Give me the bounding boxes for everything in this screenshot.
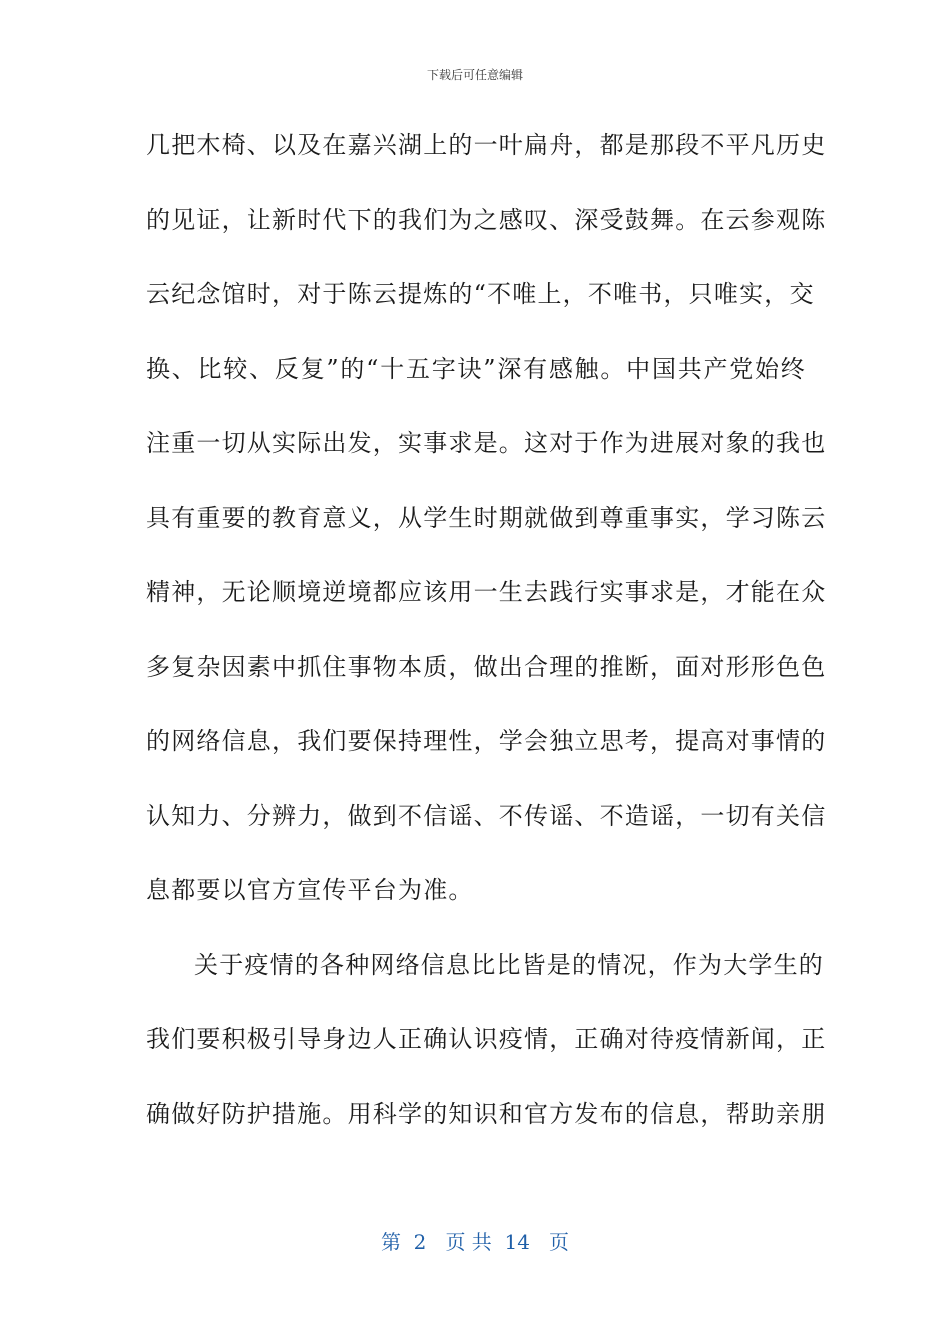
paragraph-line: 几把木椅、以及在嘉兴湖上的一叶扁舟，都是那段不平凡历史 [146, 131, 827, 159]
page-number-footer: 第 2 页 共 14 页 [380, 1230, 570, 1254]
paragraph-line: 确做好防护措施。用科学的知识和官方发布的信息，帮助亲朋 [146, 1099, 827, 1128]
paragraph-line: 注重一切从实际出发，实事求是。这对于作为进展对象的我也 [146, 429, 827, 457]
paragraph-line: 精神，无论顺境逆境都应该用一生去践行实事求是，才能在众 [146, 578, 827, 606]
paragraph-line: 多复杂因素中抓住事物本质，做出合理的推断，面对形形色色 [146, 652, 827, 681]
document-body [146, 120, 827, 1163]
paragraph-line: 的见证，让新时代下的我们为之感叹、深受鼓舞。在云参观陈 [146, 205, 827, 234]
paragraph-line: 我们要积极引导身边人正确认识疫情，正确对待疫情新闻，正 [146, 1025, 827, 1053]
paragraph-line: 换、比较、反复”的“十五字诀”深有感触。中国共产党始终 [146, 354, 806, 383]
page-header: 下载后可任意编辑 [426, 68, 523, 82]
paragraph-line: 具有重要的教育意义，从学生时期就做到尊重事实，学习陈云 [146, 503, 827, 532]
paragraph-line: 息都要以官方宣传平台为准。 [146, 876, 474, 904]
paragraph-line: 的网络信息，我们要保持理性，学会独立思考，提高对事情的 [146, 727, 827, 755]
paragraph-line: 云纪念馆时，对于陈云提炼的“不唯上，不唯书，只唯实，交 [146, 280, 815, 308]
paragraph-first-line: 关于疫情的各种网络信息比比皆是的情况，作为大学生的 [194, 950, 824, 979]
paragraph-line: 认知力、分辨力，做到不信谣、不传谣、不造谣，一切有关信 [146, 801, 827, 830]
